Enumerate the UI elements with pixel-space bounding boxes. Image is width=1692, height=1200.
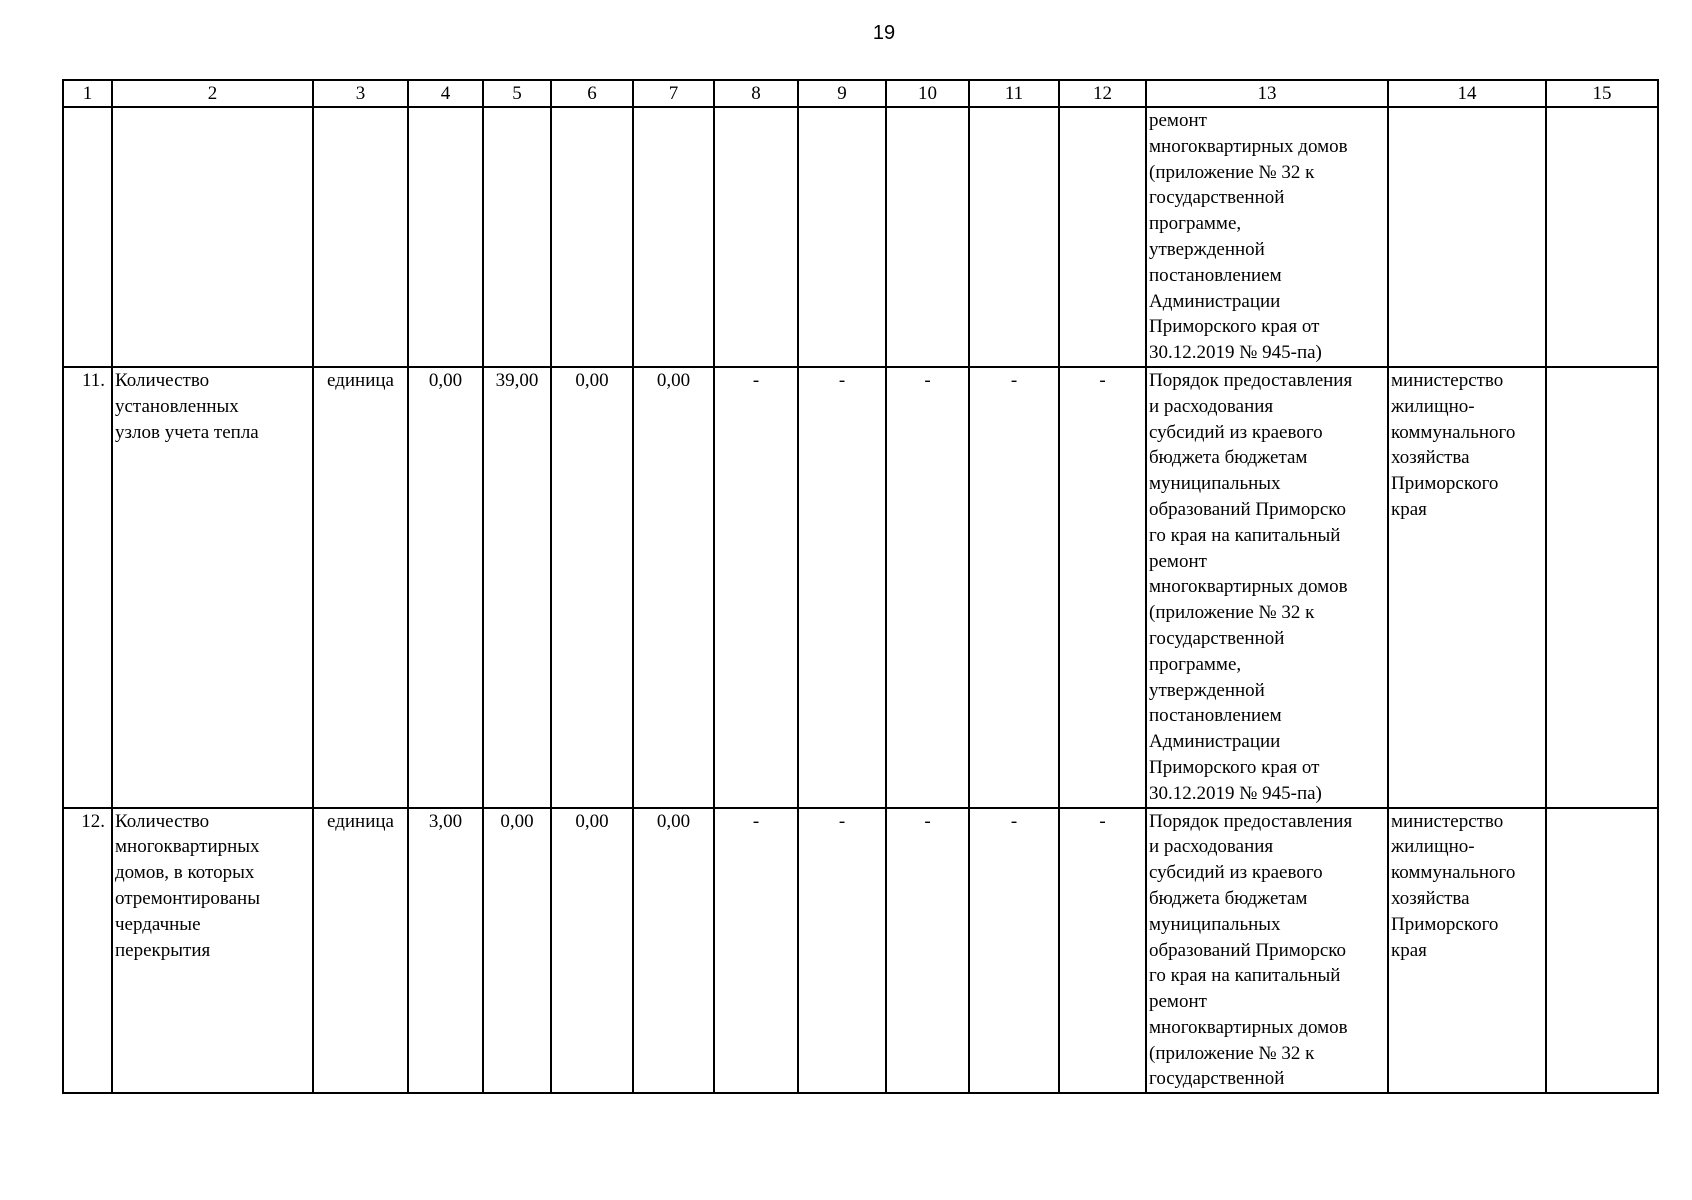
table-row	[63, 808, 1658, 1094]
value-cell: -	[798, 808, 886, 1094]
col-header: 5	[483, 80, 551, 107]
value-cell: -	[969, 808, 1059, 1094]
col-header: 15	[1546, 80, 1658, 107]
col-header: 3	[313, 80, 408, 107]
column-15-cell	[1546, 367, 1658, 808]
col-header: 10	[886, 80, 969, 107]
table-row	[63, 367, 1658, 808]
row-number	[63, 107, 112, 367]
col-header: 2	[112, 80, 313, 107]
value-cell: 3,00	[408, 808, 483, 1094]
value-cell	[551, 107, 633, 367]
indicators-table	[62, 79, 1659, 1094]
document-reference: Порядок предоставления и расходования субсидий из краевого бюджета бюджетам муниципальных образований Приморско го края на капитальный ремонт многоквартирных домов (приложение № 32 к государственной программе, утвержденной постановлением Администрации Приморского края от 30.12.2019 № 945-па)	[1146, 367, 1388, 808]
value-cell: -	[1059, 808, 1146, 1094]
unit-cell: единица	[313, 808, 408, 1094]
row-number: 12.	[63, 808, 112, 1094]
value-cell: 0,00	[633, 808, 714, 1094]
value-cell	[483, 107, 551, 367]
responsible-body: министерство жилищно- коммунального хозяйства Приморского края	[1388, 808, 1546, 1094]
col-header: 9	[798, 80, 886, 107]
indicator-name: Количество многоквартирных домов, в которых отремонтированы чердачные перекрытия	[112, 808, 313, 1094]
value-cell: -	[886, 367, 969, 808]
table-row-continuation	[63, 107, 1658, 367]
value-cell: -	[798, 367, 886, 808]
document-reference: ремонт многоквартирных домов (приложение № 32 к государственной программе, утвержденной постановлением Администрации Приморского края от 30.12.2019 № 945-па)	[1146, 107, 1388, 367]
value-cell: -	[714, 367, 798, 808]
unit-cell: единица	[313, 367, 408, 808]
col-header: 4	[408, 80, 483, 107]
value-cell	[1059, 107, 1146, 367]
indicator-name: Количество установленных узлов учета тепла	[112, 367, 313, 808]
value-cell	[714, 107, 798, 367]
col-header: 14	[1388, 80, 1546, 107]
col-header: 12	[1059, 80, 1146, 107]
value-cell: 0,00	[408, 367, 483, 808]
col-header: 7	[633, 80, 714, 107]
row-number: 11.	[63, 367, 112, 808]
document-reference: Порядок предоставления и расходования субсидий из краевого бюджета бюджетам муниципальных образований Приморско го края на капитальный ремонт многоквартирных домов (приложение № 32 к государственной	[1146, 808, 1388, 1094]
column-15-cell	[1546, 808, 1658, 1094]
value-cell: -	[1059, 367, 1146, 808]
value-cell	[969, 107, 1059, 367]
column-15-cell	[1546, 107, 1658, 367]
value-cell: -	[969, 367, 1059, 808]
col-header: 6	[551, 80, 633, 107]
value-cell: 0,00	[483, 808, 551, 1094]
col-header: 13	[1146, 80, 1388, 107]
value-cell: 0,00	[551, 367, 633, 808]
value-cell: 0,00	[551, 808, 633, 1094]
value-cell: 0,00	[633, 367, 714, 808]
value-cell	[886, 107, 969, 367]
unit-cell	[313, 107, 408, 367]
value-cell	[633, 107, 714, 367]
value-cell	[798, 107, 886, 367]
col-header: 1	[63, 80, 112, 107]
col-header: 11	[969, 80, 1059, 107]
indicator-name	[112, 107, 313, 367]
value-cell: -	[714, 808, 798, 1094]
value-cell	[408, 107, 483, 367]
value-cell: -	[886, 808, 969, 1094]
responsible-body	[1388, 107, 1546, 367]
page-number: 19	[872, 22, 896, 44]
col-header: 8	[714, 80, 798, 107]
responsible-body: министерство жилищно- коммунального хозяйства Приморского края	[1388, 367, 1546, 808]
value-cell: 39,00	[483, 367, 551, 808]
column-number-row	[63, 80, 1658, 107]
